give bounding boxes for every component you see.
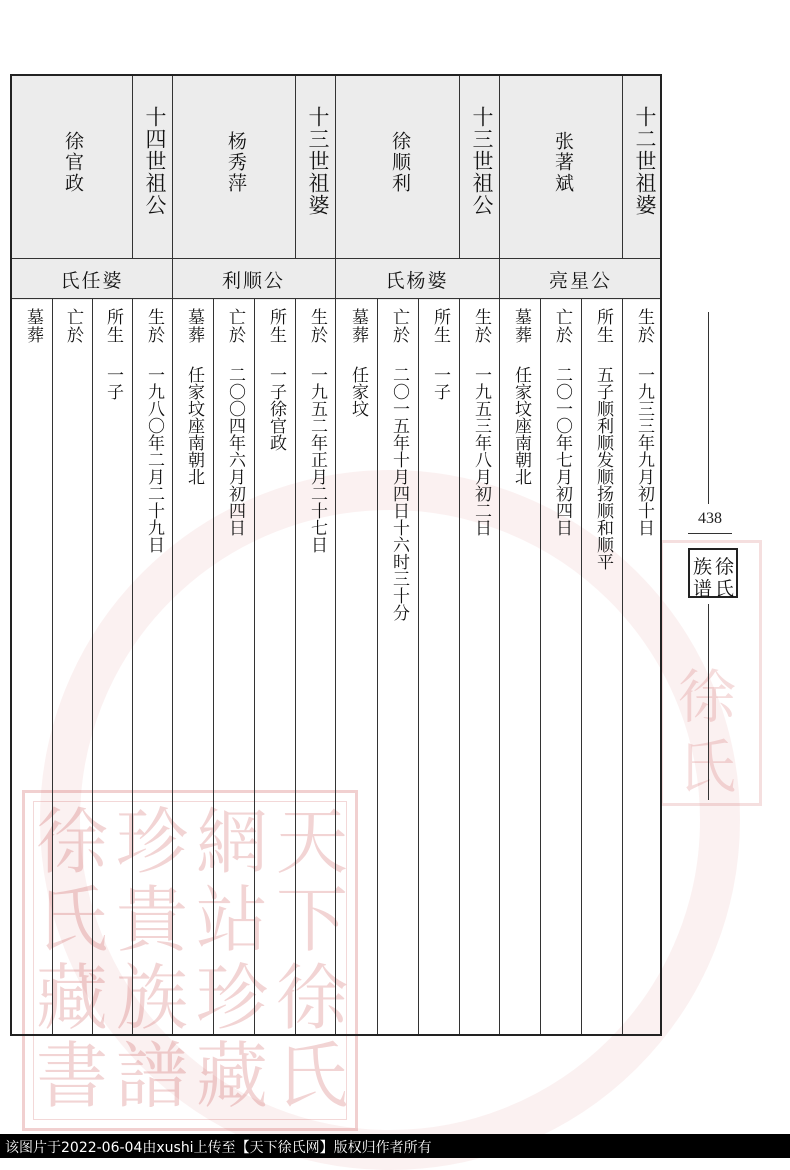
generation-label: 十三世祖婆	[306, 106, 330, 216]
watermark-right-char: 氏	[677, 733, 736, 801]
burial-value: 任家坟座南朝北	[184, 366, 204, 485]
generation-label: 十四世祖公	[143, 106, 167, 216]
issue-label: 所生	[266, 308, 286, 344]
died-label: 亡於	[389, 308, 409, 344]
issue-value: 五子顺利顺发顺扬顺和顺平	[593, 366, 613, 570]
watermark-right-char: 徐	[677, 663, 736, 731]
spouse-label: 氏任婆	[60, 270, 124, 292]
margin-rule-top	[708, 312, 709, 504]
born-label: 生於	[634, 308, 654, 344]
page-number-divider	[688, 533, 732, 534]
footer-text: 该图片于2022-06-04由xushi上传至【天下徐氏网】版权归作者所有	[5, 1140, 432, 1156]
person-name: 张著斌	[552, 131, 574, 194]
burial-label: 墓葬	[23, 308, 43, 344]
died-label: 亡於	[63, 308, 83, 344]
book-seal: 徐 氏 族 谱	[688, 548, 738, 598]
born-value: 一九五二年正月二十七日	[307, 366, 327, 553]
person-name: 徐顺利	[389, 131, 411, 194]
generation-label: 十三世祖公	[470, 106, 494, 216]
issue-value: 一子	[103, 366, 123, 400]
born-value: 一九五三年八月初二日	[471, 366, 491, 536]
died-value: 二〇〇四年六月初四日	[225, 366, 245, 536]
spouse-label: 利顺公	[221, 270, 285, 292]
burial-label: 墓葬	[184, 308, 204, 344]
burial-value: 任家坟座南朝北	[511, 366, 531, 485]
watermark-seal: 天 下 徐 氏 網 站 珍 藏 珍 貴 族 譜 徐 氏 藏 書	[22, 790, 358, 1131]
died-value: 二〇一〇年七月初四日	[552, 366, 572, 536]
issue-label: 所生	[430, 308, 450, 344]
born-label: 生於	[471, 308, 491, 344]
born-label: 生於	[307, 308, 327, 344]
born-label: 生於	[144, 308, 164, 344]
died-label: 亡於	[552, 308, 572, 344]
issue-label: 所生	[593, 308, 613, 344]
born-value: 一九三三年九月初十日	[634, 366, 654, 536]
person-name: 徐官政	[62, 131, 84, 194]
margin-rule-bottom	[708, 604, 709, 800]
issue-value: 一子	[430, 366, 450, 400]
spouse-label: 亮星公	[548, 270, 612, 292]
issue-value: 一子徐官政	[266, 366, 286, 451]
burial-label: 墓葬	[511, 308, 531, 344]
born-value: 一九八〇年二月二十九日	[144, 366, 164, 553]
died-label: 亡於	[225, 308, 245, 344]
issue-label: 所生	[103, 308, 123, 344]
page-number: 438	[698, 510, 722, 527]
burial-label: 墓葬	[348, 308, 368, 344]
footer-banner	[0, 1134, 790, 1158]
generation-label: 十二世祖婆	[633, 106, 657, 216]
burial-value: 任家坟	[348, 366, 368, 417]
genealogy-table	[10, 74, 662, 1036]
spouse-label: 氏杨婆	[385, 270, 449, 292]
died-value: 二〇一五年十月四日十六时三十分	[389, 366, 409, 621]
person-name: 杨秀萍	[225, 131, 247, 194]
